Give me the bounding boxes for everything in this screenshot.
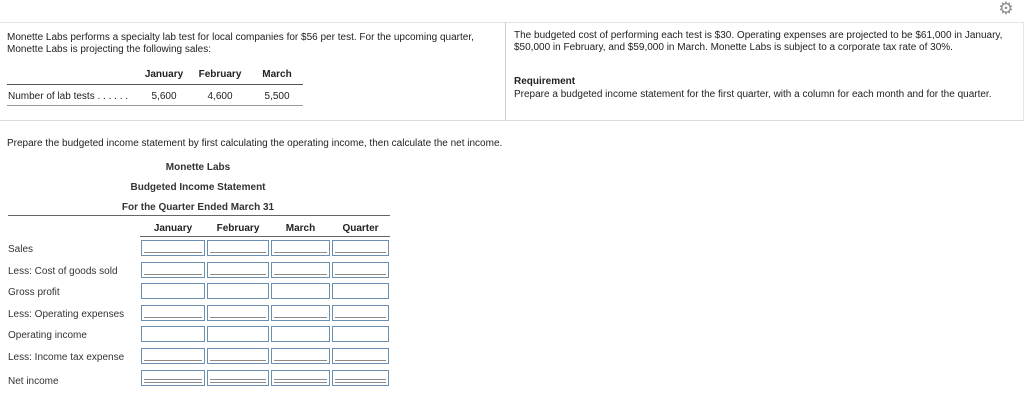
sales-header-february: February [198, 69, 242, 80]
input-gross-profit-march[interactable] [271, 283, 330, 299]
column-header-rule [140, 236, 390, 237]
input-operating-income-march[interactable] [271, 326, 330, 342]
gear-icon[interactable]: ⚙ [998, 0, 1014, 18]
input-cost-of-goods-sold-february[interactable] [207, 262, 269, 278]
input-net-income-march[interactable] [271, 370, 330, 386]
input-operating-expenses-quarter[interactable] [332, 305, 389, 321]
section-divider [0, 120, 1024, 121]
input-operating-expenses-march[interactable] [271, 305, 330, 321]
input-operating-expenses-february[interactable] [207, 305, 269, 321]
sales-value-march: 5,500 [264, 91, 290, 102]
column-header-quarter: Quarter [342, 223, 379, 234]
input-cost-of-goods-sold-quarter[interactable] [332, 262, 389, 278]
input-net-income-quarter[interactable] [332, 370, 389, 386]
statement-header-rule [8, 215, 390, 216]
input-income-tax-expense-march[interactable] [271, 348, 330, 364]
problem-intro-text: Monette Labs performs a specialty lab test for local companies for $56 per test. For the upcoming quarter, Monette Labs is projecting the following sales: [7, 32, 474, 55]
input-sales-quarter[interactable] [332, 240, 389, 256]
input-net-income-february[interactable] [207, 370, 269, 386]
input-net-income-january[interactable] [141, 370, 205, 386]
row-label-cost-of-goods-sold: Less: Cost of goods sold [8, 266, 118, 277]
row-label-operating-expenses: Less: Operating expenses [8, 309, 125, 320]
problem-requirement-pane [506, 22, 1024, 120]
top-toolbar [0, 0, 1024, 23]
input-cost-of-goods-sold-january[interactable] [141, 262, 205, 278]
sales-table-rule [7, 84, 303, 85]
input-operating-income-february[interactable] [207, 326, 269, 342]
sales-header-january: January [144, 69, 184, 80]
input-operating-income-quarter[interactable] [332, 326, 389, 342]
input-gross-profit-january[interactable] [141, 283, 205, 299]
input-cost-of-goods-sold-march[interactable] [271, 262, 330, 278]
input-sales-january[interactable] [141, 240, 205, 256]
input-income-tax-expense-february[interactable] [207, 348, 269, 364]
row-label-income-tax-expense: Less: Income tax expense [8, 352, 125, 363]
problem-data-pane [0, 22, 506, 120]
sales-table-bottom-rule [7, 105, 303, 106]
row-label-net-income: Net income [8, 376, 59, 387]
input-income-tax-expense-quarter[interactable] [332, 348, 389, 364]
sales-row-label: Number of lab tests . . . . . . [8, 91, 129, 102]
row-label-operating-income: Operating income [8, 330, 87, 341]
requirement-title: Requirement [514, 76, 576, 87]
sales-value-january: 5,600 [151, 91, 177, 102]
column-header-february: February [216, 223, 260, 234]
sales-header-march: March [262, 69, 292, 80]
statement-period: For the Quarter Ended March 31 [121, 202, 275, 213]
column-header-january: January [153, 223, 193, 234]
requirement-text: Prepare a budgeted income statement for the first quarter, with a column for each month and for the quarter. [514, 89, 992, 100]
input-sales-february[interactable] [207, 240, 269, 256]
input-sales-march[interactable] [271, 240, 330, 256]
sales-value-february: 4,600 [207, 91, 233, 102]
statement-title: Budgeted Income Statement [130, 182, 266, 193]
column-header-march: March [285, 223, 316, 234]
input-gross-profit-quarter[interactable] [332, 283, 389, 299]
row-label-sales: Sales [8, 244, 34, 255]
input-income-tax-expense-january[interactable] [141, 348, 205, 364]
statement-company-name: Monette Labs [165, 162, 231, 173]
input-gross-profit-february[interactable] [207, 283, 269, 299]
input-operating-expenses-january[interactable] [141, 305, 205, 321]
cost-text: The budgeted cost of performing each test is $30. Operating expenses are projected to be $61,000 in January, $50,000 in February, and $59,000 in March. Monette Labs is subject to a corporate tax rate of 30%. [514, 30, 1003, 53]
input-operating-income-january[interactable] [141, 326, 205, 342]
instruction-text: Prepare the budgeted income statement by first calculating the operating income, then calculate the net income. [7, 138, 503, 149]
row-label-gross-profit: Gross profit [8, 287, 60, 298]
